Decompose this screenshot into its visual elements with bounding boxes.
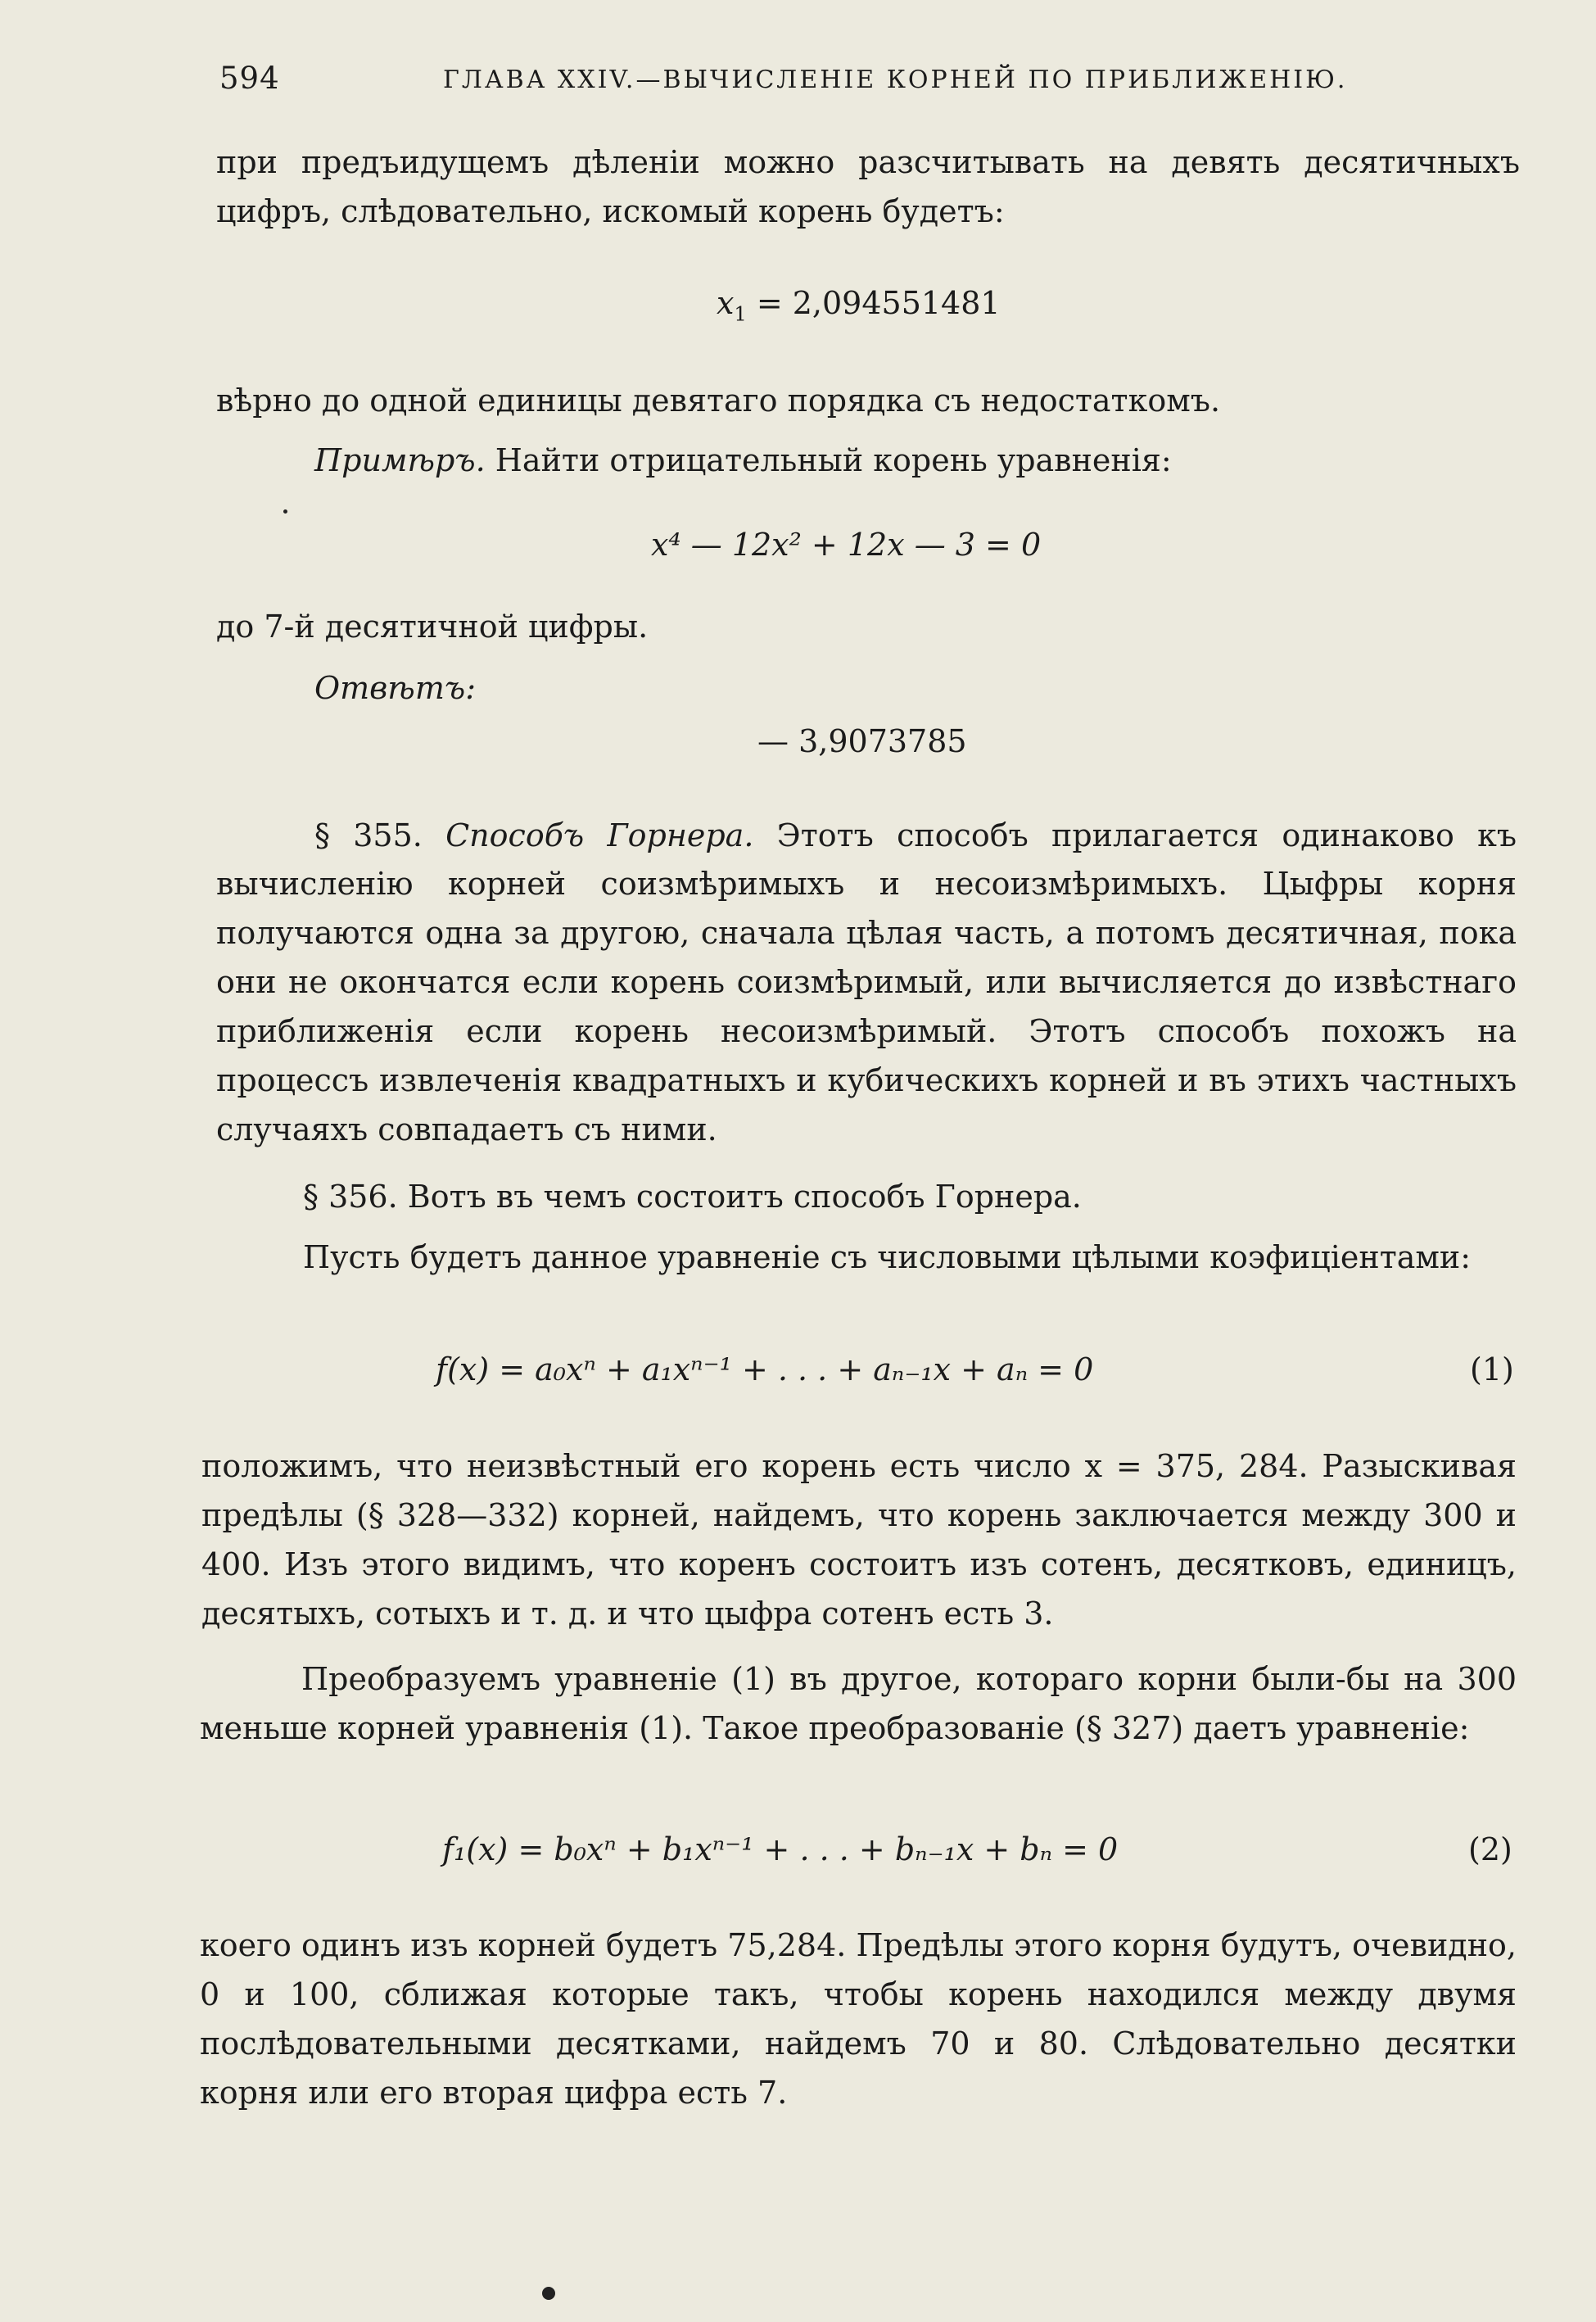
formula-quartic: x⁴ — 12x² + 12x — 3 = 0: [651, 527, 1042, 563]
ink-speck: [542, 2287, 555, 2300]
paragraph-5: [201, 1442, 1517, 1646]
section-355-title: Способъ Горнера.: [445, 817, 754, 853]
section-356: § 356. Вотъ въ чемъ состоитъ способъ Горнера.: [303, 1179, 1082, 1215]
paragraph-7-text: коего одинъ изъ корней будетъ 75,284. Предѣлы этого корня будутъ, очевидно, 0 и 100, сближая которые такъ, чтобы корень находился между двумя послѣдовательными десятками, найдемъ 70 и 80. Слѣдовательно десятки корня или его вторая цифра есть 7.: [200, 1927, 1517, 2111]
section-355-body: вычисленію корней соизмѣримыхъ и несоизмѣримыхъ. Цыфры корня получаются одна за другою, сначала цѣлая часть, а потомъ десятичная, пока они не окончатся если корень соизмѣримый, или вычисляется до извѣстнаго приближенія если корень несоизмѣримый. Этотъ способъ похожъ на процессъ извлеченія квадратныхъ и кубическихъ корней и въ этихъ частныхъ случаяхъ совпадаетъ съ ними.: [216, 866, 1517, 1147]
section-355-lead: [314, 811, 1517, 860]
example-text: Найти отрицательный корень уравненія:: [495, 442, 1172, 478]
equation-1-number: (1): [1470, 1351, 1514, 1387]
section-355: [216, 811, 1517, 1163]
paragraph-6-text: Преобразуемъ уравненіе (1) въ другое, котораго корни были-бы на 300 меньше корней уравненія (1). Такое преобразованіе (§ 327) даетъ уравненіе:: [200, 1661, 1517, 1746]
paragraph-4: [200, 1233, 1517, 1335]
section-355-number: § 355.: [314, 817, 423, 853]
page-number: 594: [219, 61, 280, 96]
running-header: [219, 61, 1366, 110]
paragraph-1-text: при предъидущемъ дѣленіи можно разсчитывать на девять десятичныхъ цифръ, слѣдовательно, искомый корень будетъ:: [216, 144, 1520, 229]
paragraph-3: до 7-й десятичной цифры.: [216, 609, 649, 645]
paragraph-5-text: положимъ, что неизвѣстный его корень есть число x = 375, 284. Разыскивая предѣлы (§ 328—332) корней, найдемъ, что корень заключается между 300 и 400. Изъ этого видимъ, что коренъ состоитъ изъ сотенъ, десятковъ, единицъ, десятыхъ, сотыхъ и т. д. и что цыфра сотенъ есть 3.: [201, 1448, 1517, 1632]
chapter-title: ГЛАВА XXIV.—ВЫЧИСЛЕНІЕ КОРНЕЙ ПО ПРИБЛИЖЕНІЮ.: [443, 66, 1348, 94]
paragraph-7: [200, 1921, 1517, 2125]
paragraph-6: [200, 1654, 1517, 1810]
section-355-lead-text: Этотъ способъ прилагается одинаково къ: [776, 817, 1517, 853]
equation-2: f₁(x) = b₀xⁿ + b₁xⁿ⁻¹ + . . . + bₙ₋₁x + bₙ = 0: [442, 1831, 1119, 1867]
paragraph-4-text: Пусть будетъ данное уравненіе съ числовыми цѣлыми коэфиціентами:: [303, 1239, 1472, 1275]
ink-speck: [283, 509, 287, 514]
paragraph-1: [216, 138, 1520, 240]
answer-value: — 3,9073785: [757, 723, 967, 759]
paragraph-2: вѣрно до одной единицы девятаго порядка съ недостаткомъ.: [216, 382, 1221, 419]
formula-x1: $x_1 = 2,094551481$: [717, 285, 1001, 326]
equation-2-number: (2): [1468, 1831, 1512, 1867]
equation-1: f(x) = a₀xⁿ + a₁xⁿ⁻¹ + . . . + aₙ₋₁x + aₙ = 0: [436, 1351, 1094, 1387]
example-line: [314, 436, 1461, 485]
example-label: Примѣръ.: [314, 442, 486, 478]
answer-label: Отвѣтъ:: [314, 670, 476, 706]
